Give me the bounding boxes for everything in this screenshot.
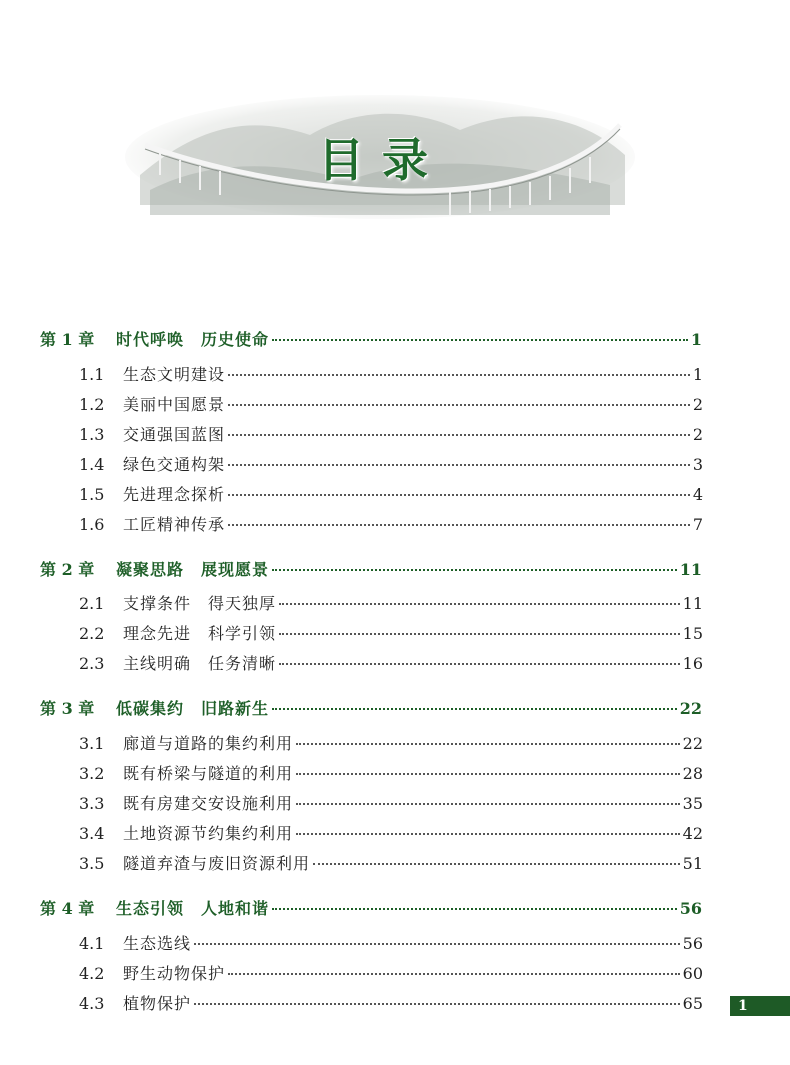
entry-title: 土地资源节约集约利用 xyxy=(123,824,294,843)
dot-leader xyxy=(279,662,680,665)
toc-section-row[interactable] xyxy=(79,512,703,542)
dot-leader xyxy=(272,568,677,571)
dot-leader xyxy=(228,403,690,406)
toc-section-row[interactable] xyxy=(79,392,703,422)
entry-title: 既有桥梁与隧道的利用 xyxy=(123,764,294,783)
toc-section-row[interactable] xyxy=(79,651,703,681)
entry-title: 凝聚思路 展现愿景 xyxy=(116,560,270,579)
toc-section-row[interactable] xyxy=(79,362,703,392)
toc-chapter-row[interactable] xyxy=(40,696,702,726)
entry-title: 工匠精神传承 xyxy=(123,515,226,534)
toc-chapter-row[interactable] xyxy=(40,327,702,357)
dot-leader xyxy=(194,1002,680,1005)
dot-leader xyxy=(228,493,690,496)
dot-leader xyxy=(228,463,690,466)
toc-section-row[interactable] xyxy=(79,791,703,821)
dot-leader xyxy=(296,742,680,745)
entry-title: 时代呼唤 历史使命 xyxy=(116,330,270,349)
toc-section-row[interactable] xyxy=(79,731,703,761)
dot-leader xyxy=(228,523,690,526)
entry-title: 生态选线 xyxy=(123,934,192,953)
section-number: 2.3 xyxy=(79,654,105,673)
section-number: 2.1 xyxy=(79,594,105,613)
chapter-label: 第 2 章 xyxy=(40,560,95,579)
entry-title: 主线明确 任务清晰 xyxy=(123,654,277,673)
toc-section-row[interactable] xyxy=(79,591,703,621)
entry-title: 野生动物保护 xyxy=(123,964,226,983)
entry-title: 既有房建交安设施利用 xyxy=(123,794,294,813)
toc-chapter-row[interactable] xyxy=(40,896,702,926)
toc-section-row[interactable] xyxy=(79,821,703,851)
page-number: 16 xyxy=(682,654,703,673)
section-number: 4.3 xyxy=(79,994,105,1013)
page-number: 7 xyxy=(692,515,703,534)
section-number: 3.4 xyxy=(79,824,105,843)
page-number: 11 xyxy=(682,594,703,613)
dot-leader xyxy=(279,632,680,635)
section-number: 1.4 xyxy=(79,455,105,474)
dot-leader xyxy=(272,338,688,341)
entry-title: 美丽中国愿景 xyxy=(123,395,226,414)
entry-title: 生态文明建设 xyxy=(123,365,226,384)
toc-section-row[interactable] xyxy=(79,422,703,452)
section-number: 1.3 xyxy=(79,425,105,444)
entry-title: 植物保护 xyxy=(123,994,192,1013)
page-number: 22 xyxy=(682,734,703,753)
entry-title: 绿色交通构架 xyxy=(123,455,226,474)
dot-leader xyxy=(272,707,677,710)
page-number: 11 xyxy=(679,560,702,579)
dot-leader xyxy=(194,942,680,945)
page-number: 4 xyxy=(692,485,703,504)
page-number: 56 xyxy=(679,899,702,918)
page-number: 1 xyxy=(738,998,748,1014)
page-number: 1 xyxy=(690,330,702,349)
section-number: 1.2 xyxy=(79,395,105,414)
section-number: 3.3 xyxy=(79,794,105,813)
dot-leader xyxy=(272,907,677,910)
page-number: 28 xyxy=(682,764,703,783)
page-number: 15 xyxy=(682,624,703,643)
page-number: 56 xyxy=(682,934,703,953)
dot-leader xyxy=(296,802,680,805)
page-number: 3 xyxy=(692,455,703,474)
page-number: 60 xyxy=(682,964,703,983)
dot-leader xyxy=(279,602,680,605)
entry-title: 先进理念探析 xyxy=(123,485,226,504)
dot-leader xyxy=(296,772,680,775)
section-number: 1.6 xyxy=(79,515,105,534)
toc-section-row[interactable] xyxy=(79,961,703,991)
toc-section-row[interactable] xyxy=(79,991,703,1021)
entry-title: 低碳集约 旧路新生 xyxy=(116,699,270,718)
page-number: 35 xyxy=(682,794,703,813)
entry-title: 交通强国蓝图 xyxy=(123,425,226,444)
dot-leader xyxy=(228,373,690,376)
section-number: 1.5 xyxy=(79,485,105,504)
page-number: 2 xyxy=(692,425,703,444)
entry-title: 生态引领 人地和谐 xyxy=(116,899,270,918)
section-number: 3.2 xyxy=(79,764,105,783)
page-number: 65 xyxy=(682,994,703,1013)
chapter-label: 第 3 章 xyxy=(40,699,95,718)
dot-leader xyxy=(228,433,690,436)
toc-section-row[interactable] xyxy=(79,621,703,651)
section-number: 4.2 xyxy=(79,964,105,983)
entry-title: 支撑条件 得天独厚 xyxy=(123,594,277,613)
section-number: 2.2 xyxy=(79,624,105,643)
entry-title: 隧道弃渣与废旧资源利用 xyxy=(123,854,311,873)
page-number: 51 xyxy=(682,854,703,873)
chapter-label: 第 4 章 xyxy=(40,899,95,918)
toc-section-row[interactable] xyxy=(79,931,703,961)
dot-leader xyxy=(296,832,680,835)
toc-section-row[interactable] xyxy=(79,851,703,881)
page-number: 2 xyxy=(692,395,703,414)
section-number: 1.1 xyxy=(79,365,105,384)
toc-section-row[interactable] xyxy=(79,452,703,482)
page-number-tab xyxy=(730,996,790,1016)
page-number: 42 xyxy=(682,824,703,843)
entry-title: 廊道与道路的集约利用 xyxy=(123,734,294,753)
toc-chapter-row[interactable] xyxy=(40,557,702,587)
entry-title: 理念先进 科学引领 xyxy=(123,624,277,643)
toc-section-row[interactable] xyxy=(79,482,703,512)
dot-leader xyxy=(313,862,680,865)
page-number: 1 xyxy=(692,365,703,384)
chapter-label: 第 1 章 xyxy=(40,330,95,349)
section-number: 4.1 xyxy=(79,934,105,953)
section-number: 3.1 xyxy=(79,734,105,753)
section-number: 3.5 xyxy=(79,854,105,873)
dot-leader xyxy=(228,972,680,975)
toc-section-row[interactable] xyxy=(79,761,703,791)
page-title: 目录 xyxy=(318,133,446,187)
page-number: 22 xyxy=(679,699,702,718)
